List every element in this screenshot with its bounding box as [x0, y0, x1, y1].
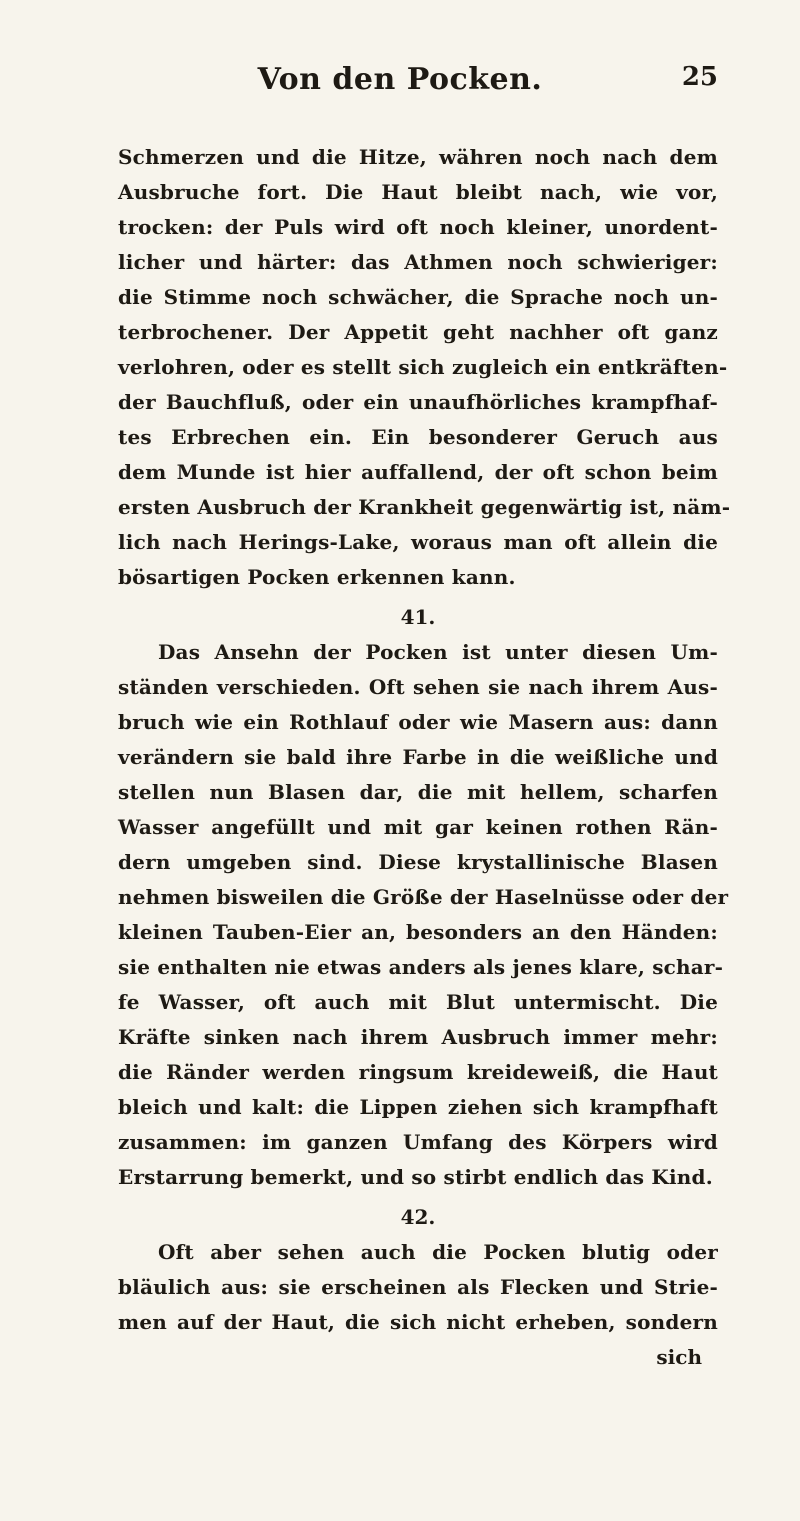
text-line: der Bauchfluß, oder ein unaufhörliches krampfhaf- — [118, 390, 718, 414]
page-header — [0, 62, 800, 102]
body-text — [118, 140, 731, 1375]
text-line: Oft aber sehen auch die Pocken blutig oder — [158, 1240, 718, 1264]
text-line: ständen verschieden. Oft sehen sie nach ihrem Aus- — [118, 675, 718, 699]
text-line: Das Ansehn der Pocken ist unter diesen Um- — [158, 640, 718, 664]
text-line: dern umgeben sind. Diese krystallinische Blasen — [118, 850, 718, 874]
page-number: 25 — [681, 62, 718, 92]
text-line: verlohren, oder es stellt sich zugleich ein entkräften- — [118, 355, 728, 379]
text-line: stellen nun Blasen dar, die mit hellem, scharfen — [118, 780, 718, 804]
text-line: Wasser angefüllt und mit gar keinen rothen Rän- — [118, 815, 718, 839]
text-line: dem Munde ist hier auffallend, der oft schon beim — [118, 460, 718, 484]
catchword: sich — [656, 1345, 702, 1369]
section-41 — [118, 595, 729, 1195]
text-line: zusammen: im ganzen Umfang des Körpers wird — [118, 1130, 718, 1154]
text-line: bleich und kalt: die Lippen ziehen sich krampfhaft — [118, 1095, 718, 1119]
running-title: Von den Pocken. — [257, 62, 543, 97]
text-line: nehmen bisweilen die Größe der Haselnüsse oder der — [118, 885, 729, 909]
text-line: lich nach Herings-Lake, woraus man oft allein die — [118, 530, 718, 554]
section-number: 42. — [400, 1205, 436, 1229]
section-number: 41. — [400, 605, 436, 629]
text-line: Schmerzen und die Hitze, währen noch nach dem — [118, 145, 718, 169]
text-line: Kräfte sinken nach ihrem Ausbruch immer mehr: — [118, 1025, 718, 1049]
text-line: sie enthalten nie etwas anders als jenes klare, schar- — [118, 955, 724, 979]
text-line: Erstarrung bemerkt, und so stirbt endlich das Kind. — [118, 1165, 713, 1189]
section-42 — [118, 1195, 718, 1340]
text-line: die Ränder werden ringsum kreideweiß, die Haut — [118, 1060, 718, 1084]
text-line: bösartigen Pocken erkennen kann. — [118, 565, 516, 589]
text-line: licher und härter: das Athmen noch schwieriger: — [118, 250, 718, 274]
text-line: fe Wasser, oft auch mit Blut untermischt. Die — [118, 990, 718, 1014]
text-line: verändern sie bald ihre Farbe in die weißliche und — [118, 745, 718, 769]
text-line: men auf der Haut, die sich nicht erheben, sondern — [118, 1310, 718, 1334]
text-line: bruch wie ein Rothlauf oder wie Masern aus: dann — [118, 710, 718, 734]
text-line: kleinen Tauben-Eier an, besonders an den Händen: — [118, 920, 718, 944]
section-40-continuation — [118, 140, 731, 595]
text-line: die Stimme noch schwächer, die Sprache noch un- — [118, 285, 718, 309]
text-line: ersten Ausbruch der Krankheit gegenwärtig ist, näm- — [118, 495, 731, 519]
text-line: tes Erbrechen ein. Ein besonderer Geruch aus — [118, 425, 718, 449]
text-line: Ausbruche fort. Die Haut bleibt nach, wie vor, — [118, 180, 718, 204]
text-line: terbrochener. Der Appetit geht nachher oft ganz — [118, 320, 718, 344]
text-line: bläulich aus: sie erscheinen als Flecken und Strie- — [118, 1275, 718, 1299]
text-line: trocken: der Puls wird oft noch kleiner, unordent- — [118, 215, 718, 239]
